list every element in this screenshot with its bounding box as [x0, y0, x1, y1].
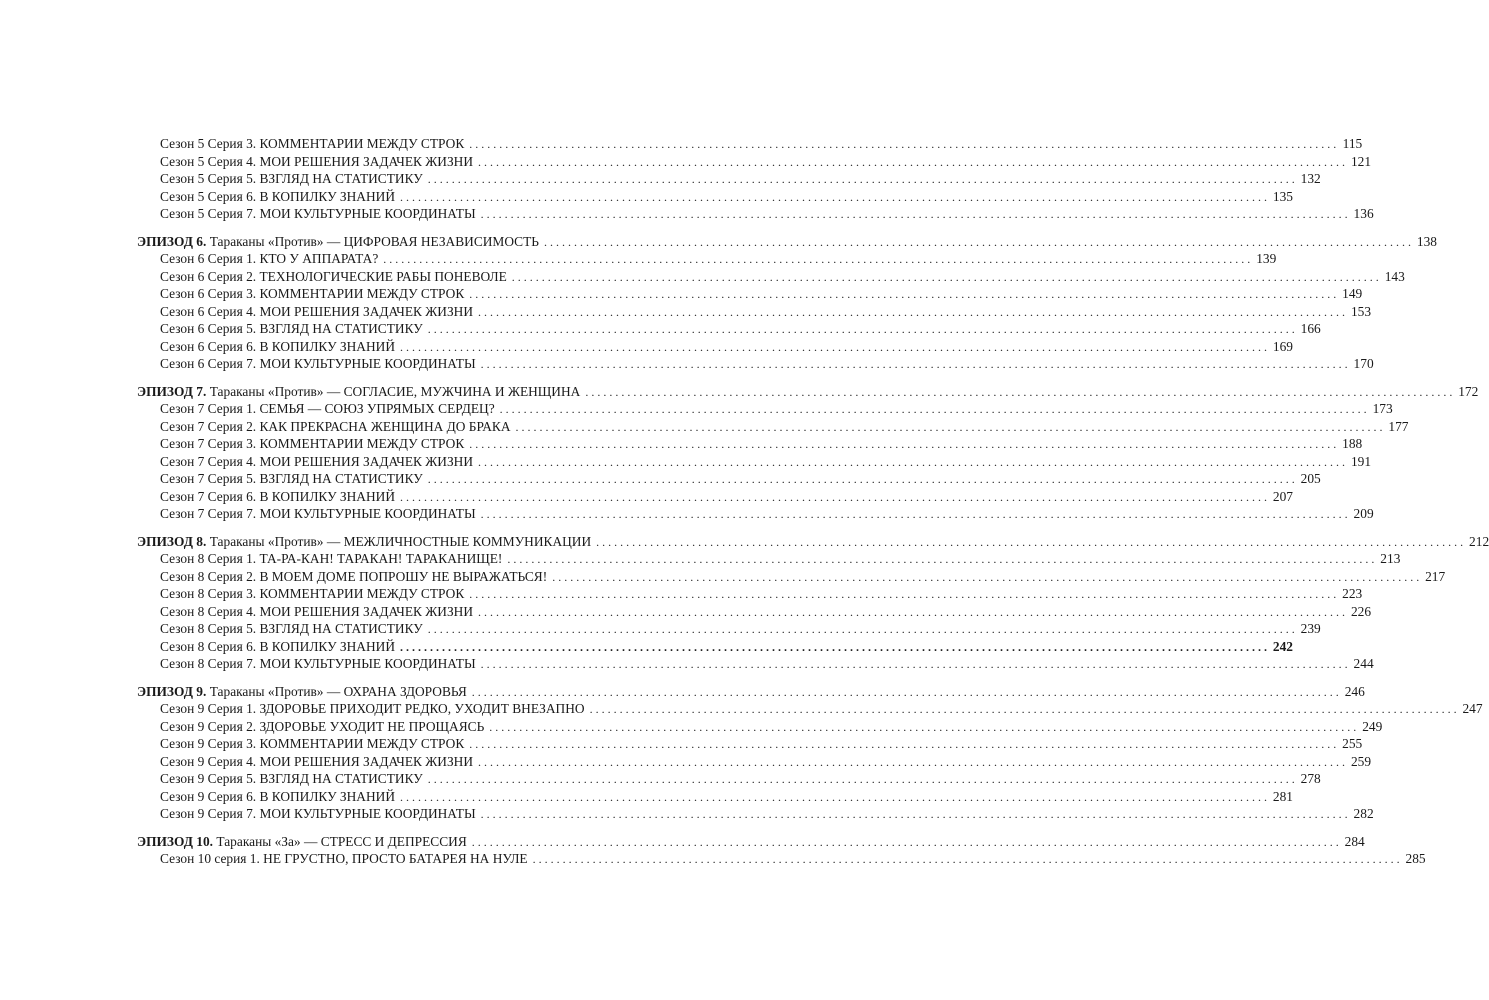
page-number: 242 [1272, 638, 1293, 654]
dot-leader [481, 356, 1348, 374]
toc-section [137, 533, 1489, 673]
episode-title-wrap [137, 383, 580, 401]
toc-section [137, 135, 1374, 223]
entry-title: Сезон 7 Серия 6. В КОПИЛКУ ЗНАНИЙ [160, 488, 395, 504]
page-number: 223 [1342, 586, 1363, 601]
page-number: 247 [1462, 701, 1483, 716]
dot-leader [400, 339, 1267, 357]
page-number: 284 [1344, 833, 1365, 849]
toc-section [137, 833, 1426, 868]
entry-title: Сезон 8 Серия 6. В КОПИЛКУ ЗНАНИЙ [160, 638, 395, 654]
toc-entry[interactable] [137, 205, 1374, 223]
episode-label: ЭПИЗОД 9. [137, 683, 207, 699]
episode-title: Тараканы «Против» — СОГЛАСИЕ, МУЖЧИНА И ЖЕНЩИНА [209, 383, 581, 399]
dot-leader [469, 436, 1336, 454]
episode-label: ЭПИЗОД 10. [137, 833, 214, 849]
dot-leader [400, 489, 1267, 507]
dot-leader [469, 586, 1336, 604]
toc-entry[interactable] [137, 453, 1372, 471]
dot-leader [383, 251, 1250, 269]
entry-title: Сезон 9 Серия 3. КОММЕНТАРИИ МЕЖДУ СТРОК [160, 736, 465, 751]
page-number: 143 [1384, 268, 1405, 284]
entry-title: Сезон 7 Серия 5. ВЗГЛЯД НА СТАТИСТИКУ [160, 471, 423, 486]
toc-entry[interactable] [137, 435, 1363, 453]
page-number: 226 [1350, 603, 1372, 619]
episode-heading[interactable] [137, 383, 1479, 401]
page-number: 149 [1342, 286, 1363, 301]
entry-title: Сезон 7 Серия 2. КАК ПРЕКРАСНА ЖЕНЩИНА ДО БРАКА [160, 418, 511, 434]
episode-label: ЭПИЗОД 8. [137, 533, 207, 549]
toc-entry[interactable] [137, 638, 1293, 656]
dot-leader [481, 806, 1348, 824]
entry-title: Сезон 7 Серия 7. МОИ КУЛЬТУРНЫЕ КООРДИНАТЫ [160, 506, 476, 521]
toc-section [137, 683, 1483, 823]
episode-heading[interactable] [137, 833, 1365, 851]
toc-entry[interactable] [137, 320, 1321, 338]
toc-entry[interactable] [137, 355, 1374, 373]
dot-leader [552, 569, 1419, 587]
toc-entry[interactable] [137, 505, 1374, 523]
toc-entry[interactable] [137, 550, 1401, 568]
dot-leader [481, 206, 1348, 224]
entry-title: Сезон 9 Серия 2. ЗДОРОВЬЕ УХОДИТ НЕ ПРОЩАЯСЬ [160, 718, 485, 734]
entry-title: Сезон 5 Серия 5. ВЗГЛЯД НА СТАТИСТИКУ [160, 171, 423, 186]
page-number: 135 [1272, 188, 1293, 204]
page-number: 259 [1350, 753, 1372, 769]
page-number: 281 [1272, 788, 1293, 804]
entry-title: Сезон 9 Серия 6. В КОПИЛКУ ЗНАНИЙ [160, 788, 395, 804]
dot-leader [478, 454, 1345, 472]
episode-title: Тараканы «За» — СТРЕСС И ДЕПРЕССИЯ [216, 833, 467, 849]
dot-leader [428, 171, 1295, 189]
dot-leader [469, 736, 1336, 754]
page-number: 209 [1353, 506, 1374, 521]
dot-leader [428, 621, 1295, 639]
toc-entry[interactable] [137, 470, 1321, 488]
entry-title: Сезон 6 Серия 2. ТЕХНОЛОГИЧЕСКИЕ РАБЫ ПОНЕВОЛЕ [160, 268, 507, 284]
page-number: 244 [1353, 656, 1374, 671]
episode-heading[interactable] [137, 233, 1437, 251]
dot-leader [469, 136, 1336, 154]
dot-leader [478, 304, 1345, 322]
dot-leader [472, 834, 1339, 852]
page-number: 170 [1353, 356, 1374, 371]
entry-title: Сезон 8 Серия 2. В МОЕМ ДОМЕ ПОПРОШУ НЕ ВЫРАЖАТЬСЯ! [160, 568, 548, 584]
dot-leader [478, 154, 1345, 172]
dot-leader [507, 551, 1374, 569]
toc-entry[interactable] [137, 418, 1409, 436]
entry-title: Сезон 7 Серия 3. КОММЕНТАРИИ МЕЖДУ СТРОК [160, 436, 465, 451]
dot-leader [544, 234, 1411, 252]
toc-entry[interactable] [137, 338, 1293, 356]
episode-label: ЭПИЗОД 6. [137, 233, 207, 249]
dot-leader [590, 701, 1457, 719]
page-number: 207 [1272, 488, 1293, 504]
entry-title: Сезон 8 Серия 7. МОИ КУЛЬТУРНЫЕ КООРДИНАТЫ [160, 656, 476, 671]
entry-title: Сезон 8 Серия 1. ТА-РА-КАН! ТАРАКАН! ТАРАКАНИЩЕ! [160, 551, 503, 566]
toc-entry[interactable] [137, 655, 1374, 673]
toc-entry[interactable] [137, 753, 1372, 771]
page-number: 153 [1350, 303, 1372, 319]
page-number: 138 [1416, 233, 1437, 249]
toc-entry[interactable] [137, 135, 1363, 153]
page-number: 169 [1272, 338, 1293, 354]
dot-leader [481, 656, 1348, 674]
page-number: 166 [1300, 321, 1321, 336]
dot-leader [500, 401, 1367, 419]
toc-entry[interactable] [137, 568, 1446, 586]
entry-title: Сезон 6 Серия 1. КТО У АППАРАТА? [160, 251, 379, 266]
toc-entry[interactable] [137, 718, 1383, 736]
dot-leader [400, 789, 1267, 807]
dot-leader [478, 754, 1345, 772]
episode-title-wrap [137, 833, 467, 851]
episode-heading[interactable] [137, 683, 1365, 701]
dot-leader [400, 189, 1267, 207]
toc-entry[interactable] [137, 153, 1372, 171]
toc-entry[interactable] [137, 585, 1363, 603]
toc-entry[interactable] [137, 620, 1321, 638]
toc-entry[interactable] [137, 250, 1277, 268]
entry-title: Сезон 8 Серия 5. ВЗГЛЯД НА СТАТИСТИКУ [160, 621, 423, 636]
page-number: 139 [1256, 251, 1277, 266]
page-number: 255 [1342, 736, 1363, 751]
page-number: 172 [1458, 383, 1479, 399]
dot-leader [596, 534, 1463, 552]
entry-title: Сезон 6 Серия 7. МОИ КУЛЬТУРНЫЕ КООРДИНАТЫ [160, 356, 476, 371]
page-number: 239 [1300, 621, 1321, 636]
entry-title: Сезон 9 Серия 1. ЗДОРОВЬЕ ПРИХОДИТ РЕДКО, УХОДИТ ВНЕЗАПНО [160, 701, 585, 716]
page-number: 217 [1425, 568, 1446, 584]
episode-title-wrap [137, 533, 591, 551]
entry-title: Сезон 5 Серия 6. В КОПИЛКУ ЗНАНИЙ [160, 188, 395, 204]
episode-title-wrap [137, 233, 539, 251]
episode-title-wrap [137, 683, 467, 701]
toc-entry[interactable] [137, 805, 1374, 823]
entry-title: Сезон 6 Серия 4. МОИ РЕШЕНИЯ ЗАДАЧЕК ЖИЗНИ [160, 303, 474, 319]
episode-label: ЭПИЗОД 7. [137, 383, 207, 399]
page-number: 278 [1300, 771, 1321, 786]
page-number: 115 [1342, 136, 1363, 151]
entry-title: Сезон 5 Серия 7. МОИ КУЛЬТУРНЫЕ КООРДИНАТЫ [160, 206, 476, 221]
page-number: 173 [1372, 401, 1393, 416]
toc-entry[interactable] [137, 170, 1321, 188]
page-number: 121 [1350, 153, 1372, 169]
toc-entry[interactable] [137, 770, 1321, 788]
page-number: 213 [1380, 551, 1401, 566]
dot-leader [516, 419, 1383, 437]
dot-leader [481, 506, 1348, 524]
page-number: 282 [1353, 806, 1374, 821]
page-number: 249 [1362, 718, 1383, 734]
toc-entry[interactable] [137, 400, 1393, 418]
page-number: 177 [1388, 418, 1409, 434]
entry-title: Сезон 9 Серия 5. ВЗГЛЯД НА СТАТИСТИКУ [160, 771, 423, 786]
page-number: 212 [1469, 533, 1489, 549]
page-number: 205 [1300, 471, 1321, 486]
dot-leader [472, 684, 1339, 702]
page-number: 285 [1405, 851, 1426, 866]
toc-entry[interactable] [137, 850, 1426, 868]
entry-title: Сезон 5 Серия 4. МОИ РЕШЕНИЯ ЗАДАЧЕК ЖИЗНИ [160, 153, 474, 169]
dot-leader [585, 384, 1452, 402]
toc-section [137, 233, 1437, 373]
entry-title: Сезон 6 Серия 5. ВЗГЛЯД НА СТАТИСТИКУ [160, 321, 423, 336]
episode-heading[interactable] [137, 533, 1489, 551]
dot-leader [428, 471, 1295, 489]
entry-title: Сезон 9 Серия 4. МОИ РЕШЕНИЯ ЗАДАЧЕК ЖИЗНИ [160, 753, 474, 769]
dot-leader [428, 771, 1295, 789]
entry-title: Сезон 8 Серия 4. МОИ РЕШЕНИЯ ЗАДАЧЕК ЖИЗНИ [160, 603, 474, 619]
entry-title: Сезон 5 Серия 3. КОММЕНТАРИИ МЕЖДУ СТРОК [160, 136, 465, 151]
toc-entry[interactable] [137, 735, 1363, 753]
dot-leader [533, 851, 1400, 869]
entry-title: Сезон 7 Серия 1. СЕМЬЯ — СОЮЗ УПРЯМЫХ СЕРДЕЦ? [160, 401, 495, 416]
entry-title: Сезон 6 Серия 6. В КОПИЛКУ ЗНАНИЙ [160, 338, 395, 354]
toc-entry[interactable] [137, 603, 1372, 621]
entry-title: Сезон 9 Серия 7. МОИ КУЛЬТУРНЫЕ КООРДИНАТЫ [160, 806, 476, 821]
toc-entry[interactable] [137, 700, 1483, 718]
episode-title: Тараканы «Против» — ЦИФРОВАЯ НЕЗАВИСИМОСТЬ [209, 233, 539, 249]
dot-leader [512, 269, 1379, 287]
entry-title: Сезон 8 Серия 3. КОММЕНТАРИИ МЕЖДУ СТРОК [160, 586, 465, 601]
dot-leader [400, 639, 1267, 657]
page-number: 136 [1353, 206, 1374, 221]
page-number: 188 [1342, 436, 1363, 451]
table-of-contents [137, 135, 1489, 868]
dot-leader [489, 719, 1356, 737]
toc-section [137, 383, 1479, 523]
toc-entry[interactable] [137, 285, 1363, 303]
dot-leader [469, 286, 1336, 304]
entry-title: Сезон 10 серия 1. НЕ ГРУСТНО, ПРОСТО БАТАРЕЯ НА НУЛЕ [160, 851, 528, 866]
page-number: 132 [1300, 171, 1321, 186]
episode-title: Тараканы «Против» — МЕЖЛИЧНОСТНЫЕ КОММУНИКАЦИИ [209, 533, 592, 549]
toc-entry[interactable] [137, 188, 1293, 206]
toc-entry[interactable] [137, 488, 1293, 506]
toc-entry[interactable] [137, 268, 1405, 286]
page-number: 191 [1350, 453, 1372, 469]
toc-entry[interactable] [137, 788, 1293, 806]
entry-title: Сезон 6 Серия 3. КОММЕНТАРИИ МЕЖДУ СТРОК [160, 286, 465, 301]
dot-leader [428, 321, 1295, 339]
page-number: 246 [1344, 683, 1365, 699]
entry-title: Сезон 7 Серия 4. МОИ РЕШЕНИЯ ЗАДАЧЕК ЖИЗНИ [160, 453, 474, 469]
dot-leader [478, 604, 1345, 622]
episode-title: Тараканы «Против» — ОХРАНА ЗДОРОВЬЯ [209, 683, 467, 699]
toc-entry[interactable] [137, 303, 1372, 321]
